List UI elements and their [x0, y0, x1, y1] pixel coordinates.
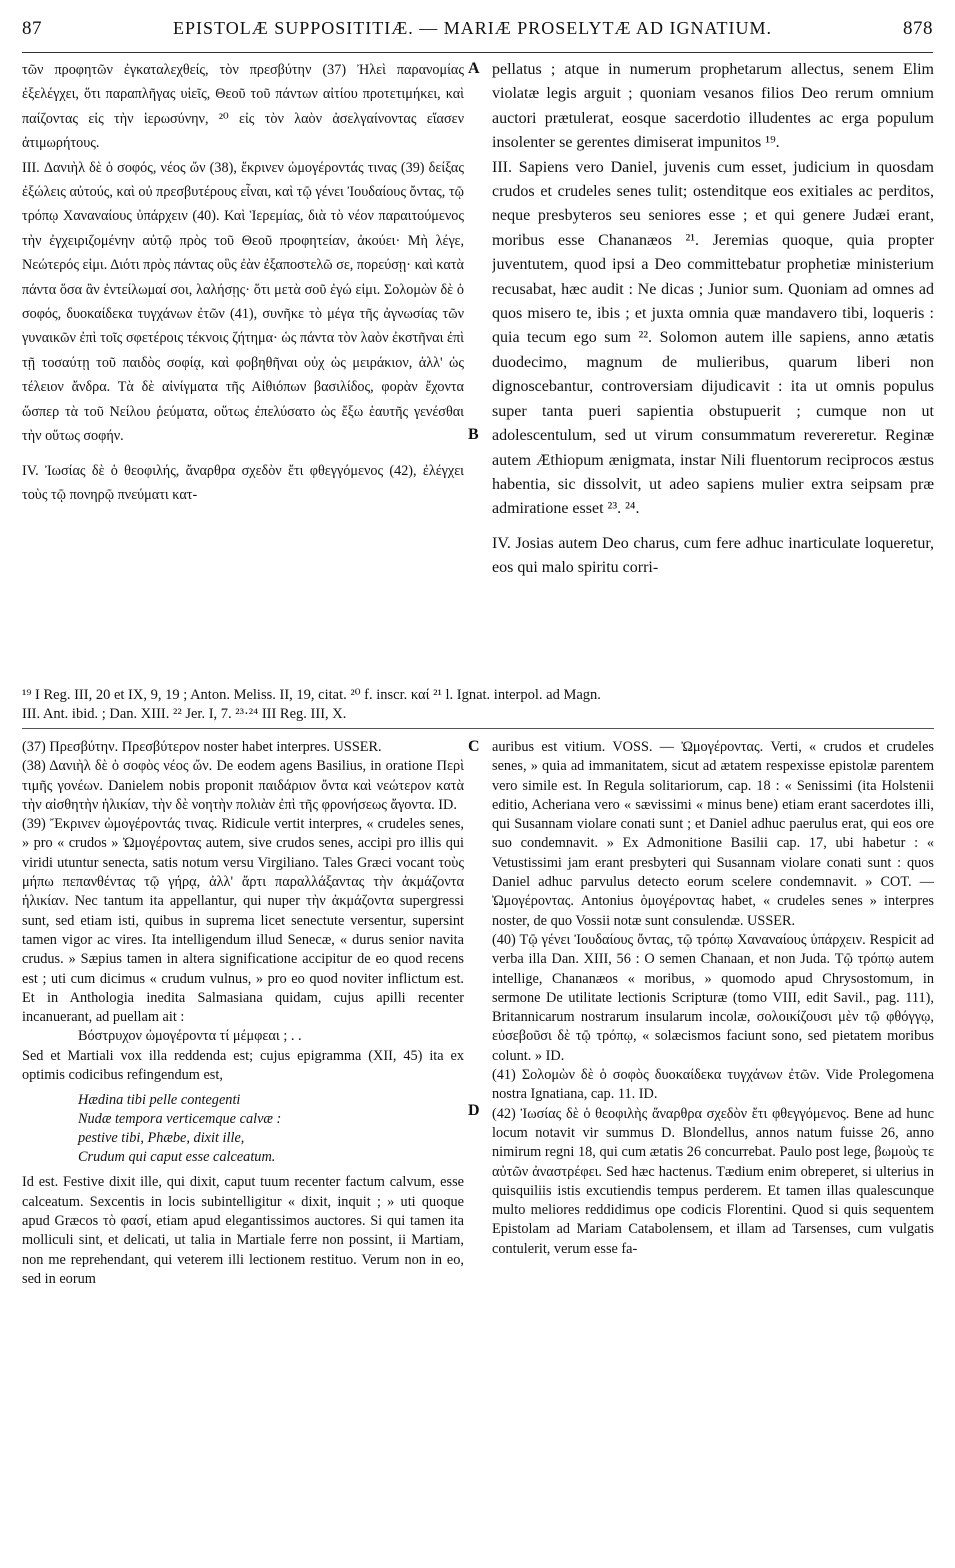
margin-marker-d: D: [468, 1102, 480, 1119]
note: (41) Σολομὼν δὲ ὁ σοφὸς δυοκαίδεκα τυγχάνων ἐτῶν. Vide Prolegomena nostra Ignatiana, cap. 11. ID.: [492, 1067, 934, 1103]
reference-line: III. Ant. ibid. ; Dan. XIII. ²² Jer. I, 7. ²³·²⁴ III Reg. III, X.: [22, 706, 347, 722]
note: (40) Τῷ γένει Ἰουδαίους ὄντας, τῷ τρόπῳ Χαναναίους ὑπάρχειν. Respicit ad verba illa Dan. XIII, 56 : O semen Chanaan, et non Juda. Τῷ τρόπῳ autem intellige, Chananæos « moribus, » quomodo apud Chrysostomum, in sermone De utilitate lectionis Scripturæ (tomo VIII, edit Savil., pag. 111), Britannicarum nostrarum insularum incolæ, σολοικίζουσι μὲν τῷ φθόγγῳ, εὐσεβοῦσι δὲ τῷ τρόπῳ, « solæcismos faciunt sono, sed pietatem moribus colunt. » ID.: [492, 931, 934, 1064]
verse-line: Crudum qui caput esse calceatum.: [78, 1149, 276, 1166]
greek-paragraph: IV. Ἰωσίας δὲ ὁ θεοφιλής, ἄναρθρα σχεδὸν ἔτι φθεγγόμενος (42), ἐλέγχει τοὺς τῷ πονηρῷ πνεύματι κατ-: [22, 462, 464, 503]
latin-paragraph: III. Sapiens vero Daniel, juvenis cum esset, judicium in quosdam crudos et crudeles senes tulit; ostenditque eos exitiales ac perditos, neque presbyteros seu seniores esse ; et qui genere Judæi erant, moribus esse Chananæos ²¹. Jeremias quoque, quia propter juventutem, quod ipsi a Deo committebatur prophetiæ ministerium recusabat, hæc audit : Ne dicas ; Junior sum. Quoniam ad omnes ad quos misero te, ibis ; et juxta omnia quæ mandavero tibi, loqueris : quia tecum ego sum ²². Solomon autem ille sapiens, anno ætatis duodecimo, magnum de mulieribus, quarum liberi non dignoscebantur, controversiam dijudicavit : ita ut omnis populus super tanta pueri sapientia obstupuerit ; cumque non ut adolescentulum, sed ut virum consummatum revereretur. Reginæ autem Æthiopum ænigmata, instar Nili fluentorum reciprocos æstus habentia, sic dissolvit, ut adeo sapiens mulier extra seipsam præ admiratione esset ²³. ²⁴.: [492, 158, 934, 518]
running-title: EPISTOLÆ SUPPOSITITIÆ. — MARIÆ PROSELYTÆ AD IGNATIUM.: [173, 18, 772, 38]
notes-column-left: [22, 738, 464, 1558]
page-number-right: 878: [902, 18, 933, 39]
latin-text-column: [492, 58, 934, 683]
note: auribus est vitium. VOSS. — Ὠμογέροντας. Verti, « crudos et crudeles senes, » quia ad immanitatem, sicut ad ætatem respexisse epistolæ parentem vero simile est. In Regula solitariorum, cap. 18 : « Senissimi (ita Holstenii editio, Acheriana vero « sævissimi « minus bene) etiam erant sacerdotes illi, qui Susannam violare conati sunt ; et Daniel adhuc paerulus erat, qui eos ore suo condemnavit. » Ex Admonitione Basilii cap. 17, ubi habetur : « Vetustissimi jam erant presbyteri qui Susannam violare conati sunt : quos Daniel adhuc parvulus detecto eorum scelere condemnavit. » COT. — Ὠμογέροντας. Antonius ὁμογέροντας habet, « crudeles senes » interpres noster, de quo Vossii notæ sunt consulendæ. USSER.: [492, 739, 934, 929]
verse-line: Nudæ tempora verticemque calvæ :: [78, 1111, 282, 1128]
verse-line: pestive tibi, Phæbe, dixit ille,: [78, 1130, 245, 1147]
footnote-divider: [22, 728, 934, 729]
greek-paragraph: III. Δανιὴλ δὲ ὁ σοφός, νέος ὤν (38), ἔκρινεν ὠμογέροντάς τινας (39) δείξας ἐξώλεις αὐτούς, καὶ οὐ πρεσβυτέρους εἶναι, καὶ τῷ γένει Ἰουδαίους ὄντας, τῷ τρόπῳ Χαναναίους ὑπάρχειν (40). Καὶ Ἱερεμίας, διὰ τὸ νέον παραιτούμενος τὴν ἐγχειριζομένην αὐτῷ πρὸς τοῦ Θεοῦ προφητείαν, ἀκούει· Μὴ λέγε, Νεώτερός εἰμι. Διότι πρὸς πάντας οὓς ἐὰν ἐξαποστελῶ σε, πορεύσῃ· καὶ κατὰ πάντα ὅσα ἂν ἐντείλωμαί σοι, λαλήσῃς· ὅτι μετὰ σοῦ ἐγώ εἰμι. Σολομὼν δὲ ὁ σοφός, δυοκαίδεκα τυγχάνων ἐτῶν (41), συνῆκε τὸ μέγα τῆς ἀγνωσίας τῶν γυναικῶν ἐπὶ τοῖς σφετέροις τέκνοις ζήτημα· ὡς πάντα τὸν λαὸν ἐκστῆναι ἐπὶ τῇ τοσαύτῃ τοῦ παιδὸς σοφίᾳ, καὶ φοβηθῆναι οὐχ ὡς μειράκιον, ἀλλ' ὡς τέλειον ἄνδρα. Τὰ δὲ αἰνίγματα τῆς Αἰθιόπων βασιλίδος, φορὰν ἔχοντα ὥσπερ τὰ τοῦ Νείλου ῥεύματα, οὕτως ἐπελύσατο ὡς ἔξω ἑαυτῆς γενέσθαι τὴν οὕτως σοφήν.: [22, 159, 464, 445]
latin-paragraph: pellatus ; atque in numerum prophetarum allectus, senem Elim violatæ legis arguit ; quoniam vesanos filios Deo rerum omnium auctori prætulerat, eosque sacerdotio illudentes ac erga populum insolenter se gerentes dimiserat impunitos ¹⁹.: [492, 61, 934, 152]
note: (38) Δανιὴλ δὲ ὁ σοφὸς νέος ὤν. De eodem agens Basilius, in oratione Περὶ τιμῆς γονέων. Danielem nobis proponit παιδάριον ὄντα καὶ νεώτερον κατὰ τὴν αἰσθητὴν ἡλικίαν, τὴν δὲ νοητὴν πολιὰν ἐπὶ τῆς φρονήσεως ἄγοντα. ID.: [22, 758, 464, 813]
references-block: [22, 686, 934, 724]
margin-marker-a: A: [468, 60, 480, 77]
running-header: [22, 18, 933, 53]
margin-marker-b: B: [468, 426, 479, 443]
note: Id est. Festive dixit ille, qui dixit, caput tuum recenter factum calvum, esse calceatum. Sexcentis in locis subintelligitur « dixit, inquit ; » uti quoque apud Græcos τὸ φασί, etiam apud elegantissimos auctores. Si qui tamen ita molliculi sint, et delicati, ut talia in Martiale ferre non possint, ii Martiam, non me reprehendant, qui veterem illi lectionem restituo. Verum non in eo, sed in eorum: [22, 1174, 464, 1287]
note: (39) Ἔκρινεν ὠμογέροντάς τινας. Ridicule vertit interpres, « crudeles senes, » pro « crudos » Ὠμογέροντας autem, sive crudos senes, accipi pro illis qui viridi utuntur senecta, satis notum versu Virgiliano. Tales Græci vocant τοὺς μήπω πεπανθέντας τῷ γήρᾳ, ἀλλ' ἄρτι παραλλάξαντας τὴν ἀκμάζοντα ἡλικίαν. Nec tantum ita appellantur, qui nuper τὴν ἀκμάζοντα supergressi sunt, sed etiam isti, quibus in suprema licet senectute versentur, supersint tamen vigor ac vires. Ita intelligendum illud Senecæ, « durus senior navita crudus. » Sæpius tamen in altera significatione accipitur de eo quod recens est ; uti cum dicimus « crudum vulnus, » pro eo quod noviter inflictum est. Et in Anthologia inedita Salmasiana quidam, cujus apilli recenter incanuerant, ad puellam ait :: [22, 816, 464, 1026]
note: Sed et Martiali vox illa reddenda est; cujus epigramma (XII, 45) ita ex optimis codicibus refingendum est,: [22, 1047, 464, 1084]
greek-paragraph: τῶν προφητῶν ἐγκαταλεχθείς, τὸν πρεσβύτην (37) Ἠλεὶ παρανομίας ἐξελέγχει, ὅτι παραπλῆγας υἱεῖς, Θεοῦ τοῦ πάντων αἰτίου προτετιμήκει, καὶ παίζοντας εἰς τὴν ἱερωσύνην, ²⁰ εἰς τὸν λαὸν ἀσελγαίνοντας εἴασεν ἀτιμωρήτους.: [22, 62, 464, 152]
verse-line: Hædina tibi pelle contegenti: [78, 1092, 241, 1109]
page-number-left: 87: [22, 18, 42, 39]
martial-verse: [22, 1091, 464, 1167]
greek-verse-line: Βόστρυχον ὠμογέροντα τί μέμφεαι ; . .: [78, 1028, 302, 1045]
note: (37) Πρεσβύτην. Πρεσβύτερον noster habet interpres. USSER.: [22, 739, 382, 755]
greek-text-column: [22, 58, 464, 683]
margin-marker-c: C: [468, 738, 480, 755]
reference-line: ¹⁹ I Reg. III, 20 et IX, 9, 19 ; Anton. Meliss. II, 19, citat. ²⁰ f. inscr. καί ²¹ l. Ignat. interpol. ad Magn.: [22, 687, 601, 703]
note: (42) Ἰωσίας δὲ ὁ θεοφιλὴς ἄναρθρα σχεδὸν ἔτι φθεγγόμενος. Bene ad hunc locum notavit vir summus D. Blondellus, annos natum fuisse 26, anno nimirum regni 18, qui cum ætatis 26 concurrebat. Paulo post lege, βωμοὺς τε αὐτῶν ἀναστρέφει. Sed hæc hactenus. Tædium enim obreperet, si ulterius in quisquiliis istis excutiendis tempus perderem. Et tamen illas qualescunque multo meliores reddidimus ope codicis Florentini. Quod si quis sequentem Epistolam ad Mariam Catabolensem, et illam ad Tarsenses, cum vulgatis contulerit, verum esse fa-: [492, 1105, 934, 1257]
latin-paragraph: IV. Josias autem Deo charus, cum fere adhuc inarticulate loqueretur, eos qui malo spiritu corri-: [492, 534, 934, 577]
notes-column-right: [492, 738, 934, 1558]
